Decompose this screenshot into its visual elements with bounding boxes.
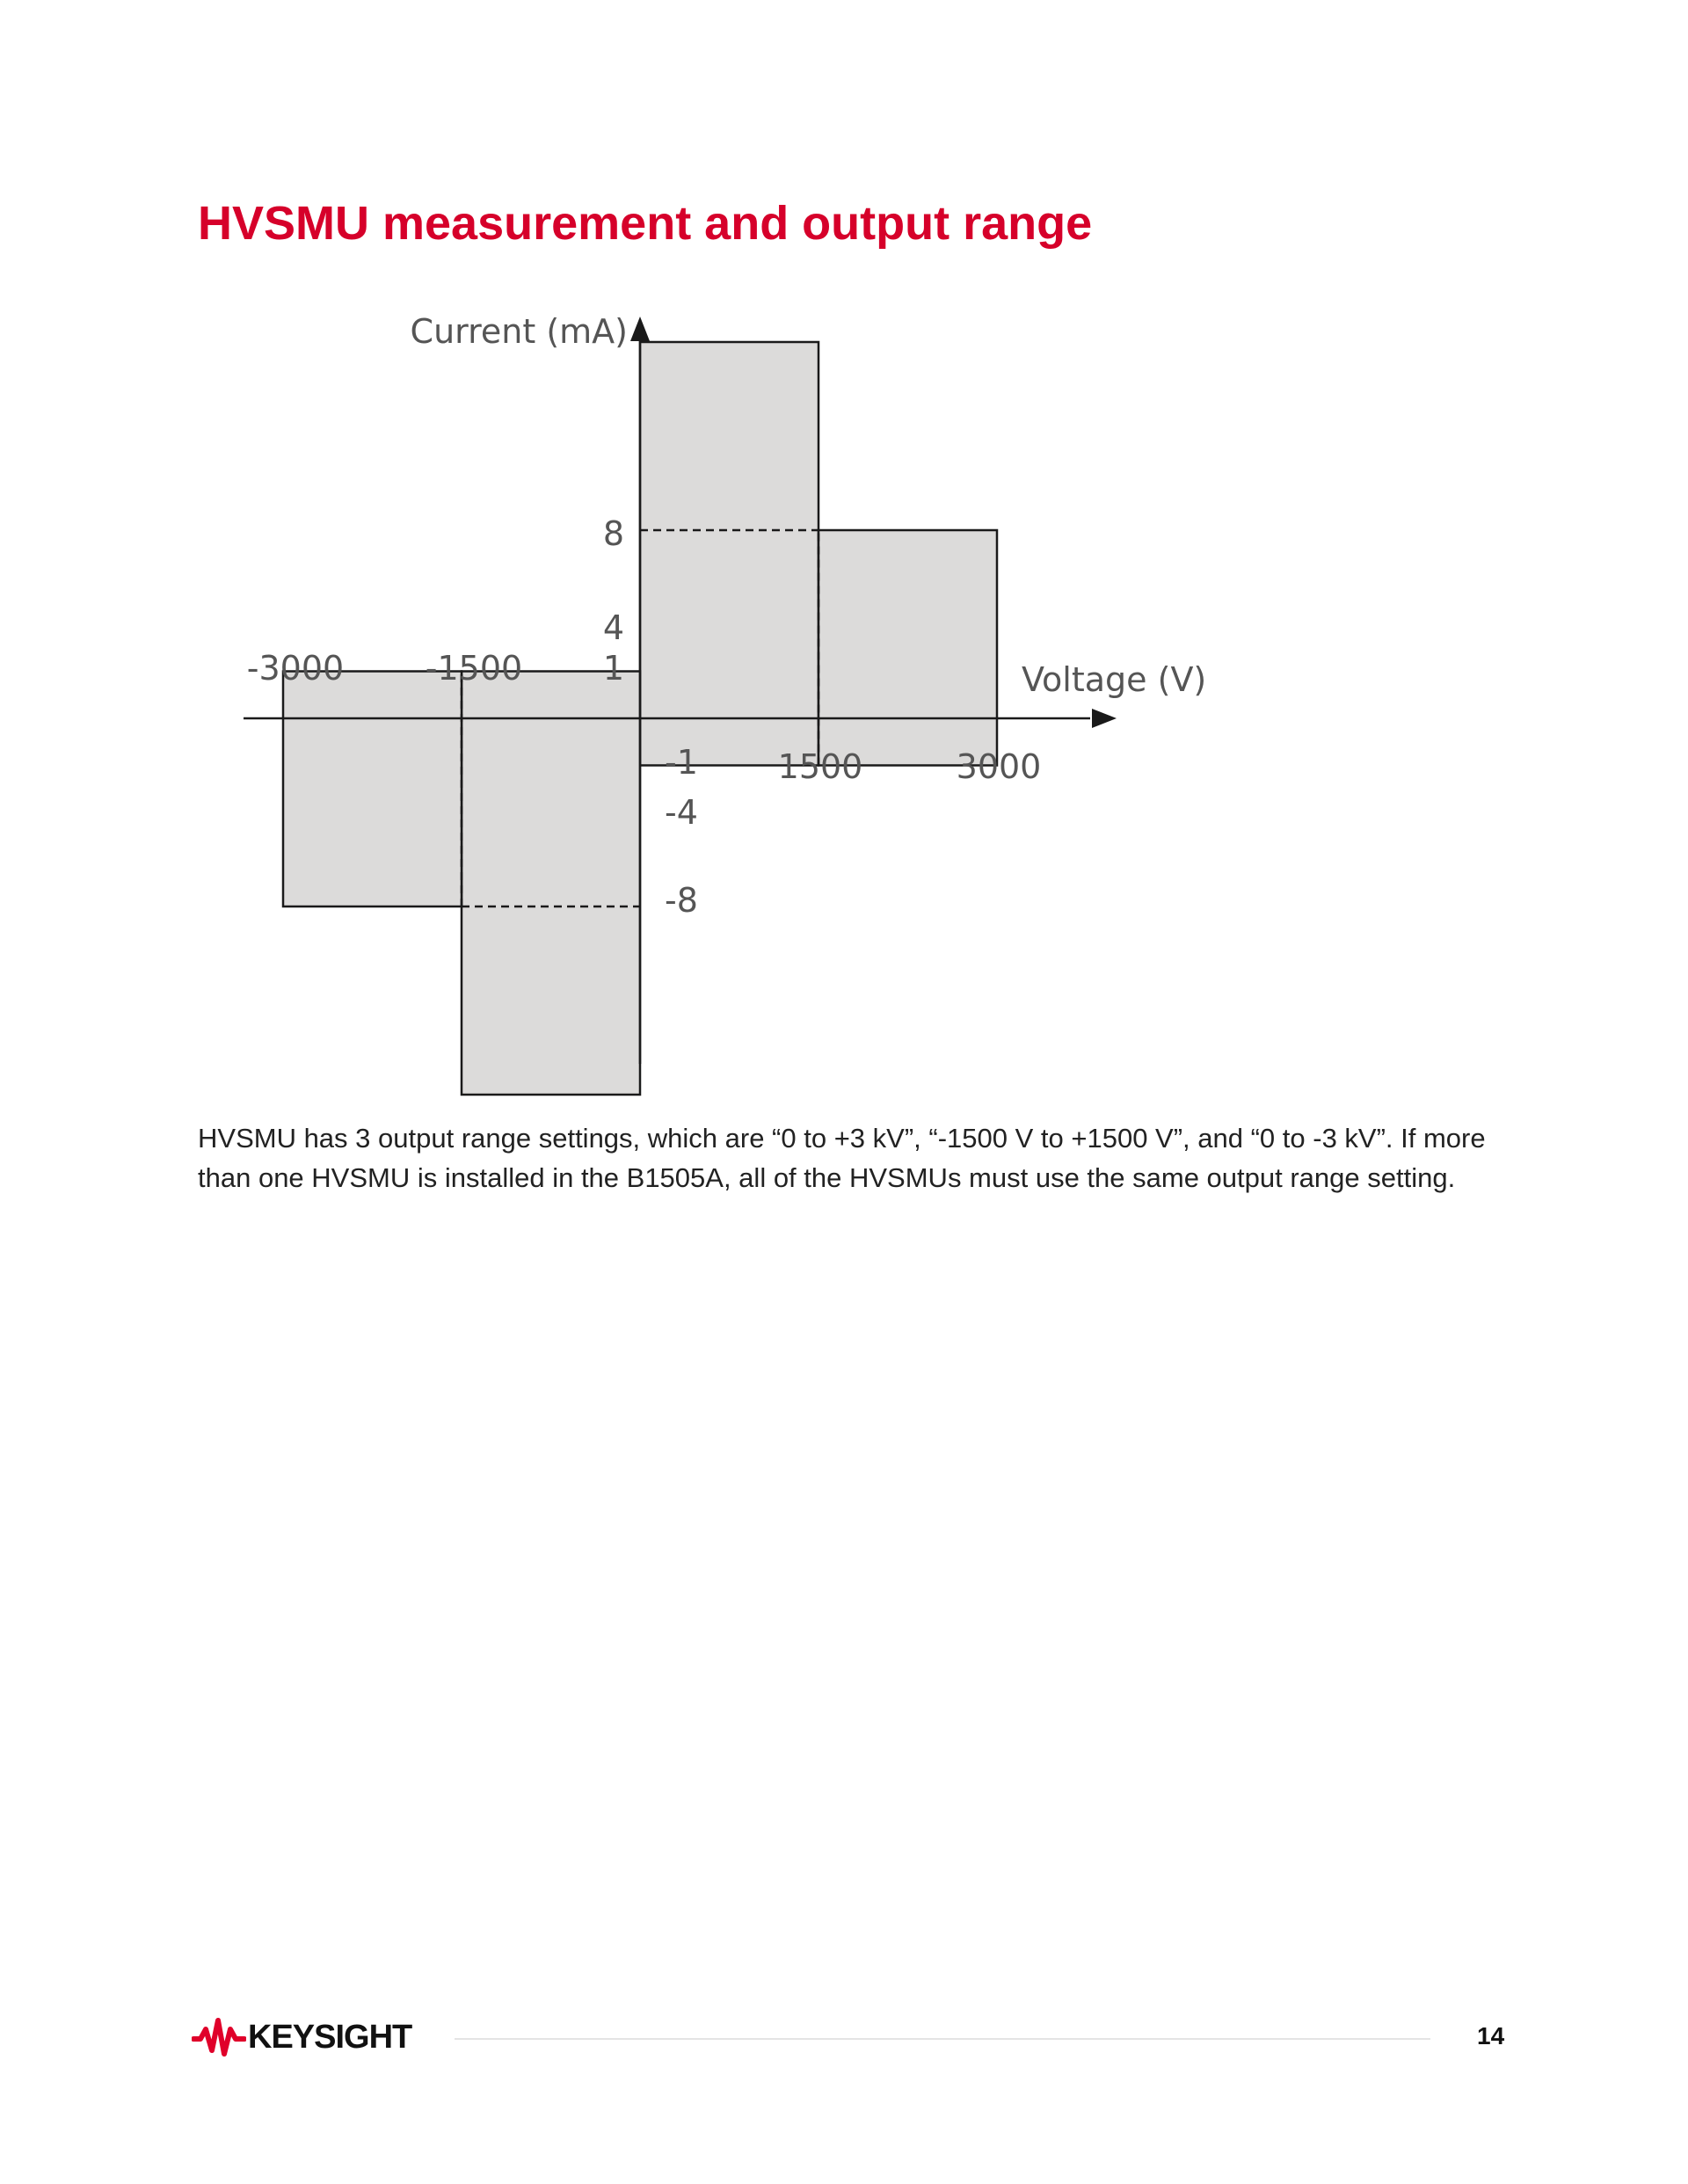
y-tick-label: -8 (665, 881, 698, 920)
range-region-3 (462, 672, 640, 1096)
range-region-4 (283, 672, 462, 907)
y-axis-label: Current (mA) (410, 312, 628, 351)
x-tick-label: -1500 (425, 649, 523, 688)
x-tick-label: 1500 (777, 747, 863, 786)
page-footer (0, 2005, 1688, 2075)
page-number: 14 (1477, 2022, 1505, 2049)
x-tick-label: -3000 (246, 649, 345, 688)
y-tick-label: 8 (602, 514, 625, 553)
body-paragraph: HVSMU has 3 output range settings, which are “0 to +3 kV”, “-1500 V to +1500 V”, and “0 to -3 kV”. If more than one HVSMU is installed in the B1505A, all of the HVSMUs must use the same output range setting. (198, 1123, 1486, 1193)
page-title: HVSMU measurement and output range (198, 197, 1093, 250)
x-axis-label: Voltage (V) (1022, 660, 1207, 699)
range-region-1 (640, 342, 819, 766)
y-tick-label: 4 (602, 608, 625, 647)
brand-name: KEYSIGHT (248, 2018, 412, 2056)
y-tick-label: 1 (602, 649, 625, 688)
x-tick-label: 3000 (956, 747, 1042, 786)
x-axis-arrow-icon (1092, 709, 1117, 728)
keysight-logo (192, 2015, 411, 2059)
y-axis-arrow-icon (630, 317, 650, 341)
keysight-wave-icon (192, 2015, 246, 2059)
y-tick-label: -4 (665, 793, 698, 832)
range-region-2 (819, 530, 997, 766)
y-tick-label: -1 (665, 743, 698, 782)
footer-divider (455, 2038, 1430, 2040)
